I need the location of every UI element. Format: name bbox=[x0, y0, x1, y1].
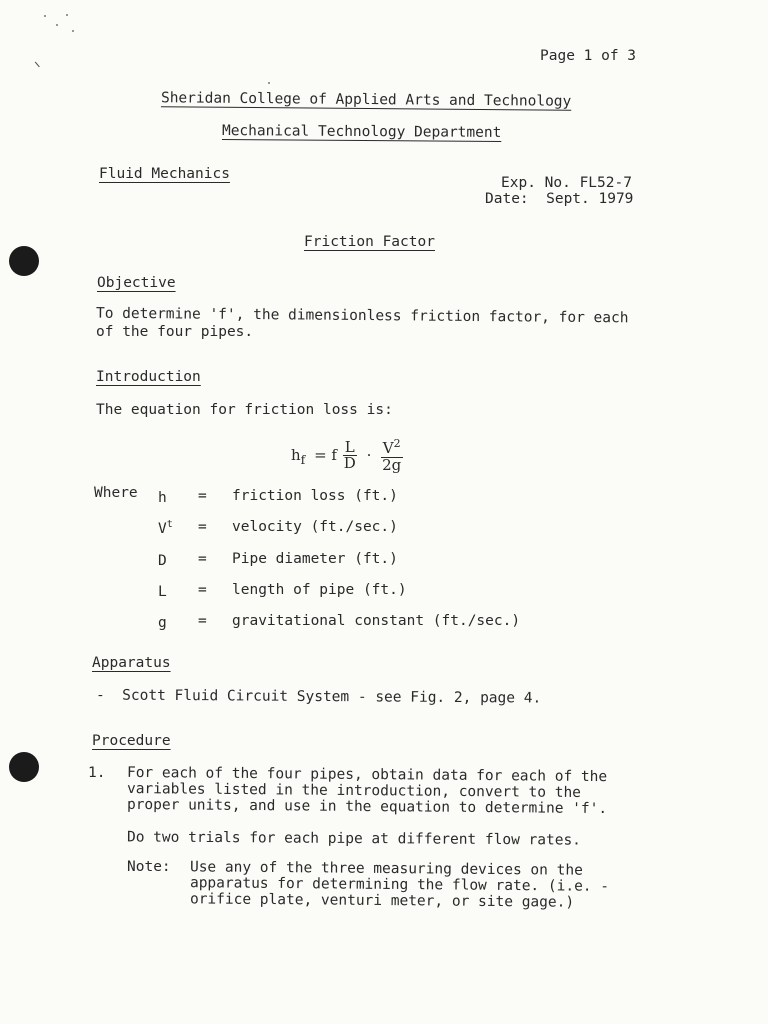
scan-speck bbox=[44, 15, 46, 17]
introduction-heading: Introduction bbox=[96, 369, 201, 385]
page-number: Page 1 of 3 bbox=[540, 48, 637, 64]
scan-speck bbox=[72, 30, 74, 32]
fraction-numerator: L bbox=[344, 437, 355, 456]
scan-speck bbox=[56, 24, 58, 26]
document-title: Friction Factor bbox=[304, 234, 435, 250]
fraction-denominator: 2g bbox=[382, 455, 402, 474]
note-line: apparatus for determining the flow rate. (i.e. - bbox=[189, 875, 610, 895]
velocity-symbol: V bbox=[382, 439, 394, 457]
procedure-heading: Procedure bbox=[92, 733, 171, 749]
department-name: Mechanical Technology Department bbox=[221, 123, 502, 141]
equation-lhs-subscript: f bbox=[300, 451, 306, 467]
scan-mark: ᐠ bbox=[34, 58, 41, 77]
fraction-denominator: D bbox=[343, 454, 356, 473]
velocity-exponent: 2 bbox=[393, 437, 401, 450]
variable-row bbox=[158, 551, 398, 569]
experiment-date: Date: Sept. 1979 bbox=[485, 191, 634, 207]
variable-row bbox=[158, 582, 407, 600]
course-name: Fluid Mechanics bbox=[99, 166, 230, 182]
objective-line: of the four pipes. bbox=[96, 324, 254, 340]
equation-dot: · bbox=[366, 445, 372, 464]
variable-equals: = bbox=[198, 519, 207, 535]
note-line: orifice plate, venturi meter, or site gage.) bbox=[189, 891, 575, 911]
binder-hole-top bbox=[9, 246, 39, 276]
variable-symbol: V bbox=[158, 520, 167, 537]
scan-speck bbox=[66, 14, 68, 16]
variable-definition: gravitational constant (ft./sec.) bbox=[232, 613, 521, 629]
velocity-head-fraction bbox=[380, 438, 403, 474]
variable-superscript: t bbox=[166, 519, 173, 530]
variable-definition: Pipe diameter (ft.) bbox=[232, 551, 398, 567]
note-label: Note: bbox=[127, 859, 171, 875]
note-line: Use any of the three measuring devices on the bbox=[189, 859, 583, 879]
variable-definition: friction loss (ft.) bbox=[232, 488, 398, 504]
equation-equals: = f bbox=[314, 445, 337, 464]
scan-speck bbox=[268, 82, 270, 84]
fraction-numerator bbox=[381, 438, 403, 458]
variable-equals: = bbox=[198, 613, 207, 629]
variable-equals: = bbox=[198, 551, 207, 567]
variable-symbol: L bbox=[158, 583, 167, 600]
procedure-step-number: 1. bbox=[88, 765, 106, 781]
procedure-step-line: For each of the four pipes, obtain data for each of the bbox=[126, 764, 608, 786]
college-name: Sheridan College of Applied Arts and Technology bbox=[160, 90, 572, 110]
variable-symbol: D bbox=[158, 552, 167, 569]
apparatus-item: - Scott Fluid Circuit System - see Fig. 2, page 4. bbox=[95, 687, 542, 707]
variable-symbol: g bbox=[158, 614, 167, 631]
friction-loss-equation bbox=[291, 438, 403, 474]
variable-equals: = bbox=[198, 488, 207, 504]
objective-line: To determine 'f', the dimensionless friction factor, for each bbox=[95, 305, 629, 327]
variable-symbol: h bbox=[158, 489, 167, 506]
apparatus-heading: Apparatus bbox=[92, 655, 171, 671]
equation-lhs: h bbox=[291, 445, 301, 464]
variable-equals: = bbox=[198, 582, 207, 598]
where-label: Where bbox=[94, 485, 138, 501]
procedure-trials: Do two trials for each pipe at different flow rates. bbox=[126, 829, 582, 849]
experiment-number: Exp. No. FL52-7 bbox=[501, 175, 632, 191]
objective-heading: Objective bbox=[97, 275, 176, 291]
binder-hole-bottom bbox=[9, 752, 39, 782]
variable-row bbox=[158, 613, 520, 631]
introduction-text: The equation for friction loss is: bbox=[96, 402, 393, 418]
variable-definition: length of pipe (ft.) bbox=[232, 582, 407, 598]
variable-row bbox=[158, 488, 398, 506]
variable-row bbox=[158, 519, 398, 537]
length-diameter-fraction bbox=[342, 437, 358, 473]
variable-definition: velocity (ft./sec.) bbox=[232, 519, 398, 535]
procedure-step-line: variables listed in the introduction, convert to the bbox=[126, 781, 582, 801]
procedure-step-line: proper units, and use in the equation to determine 'f'. bbox=[126, 796, 608, 818]
